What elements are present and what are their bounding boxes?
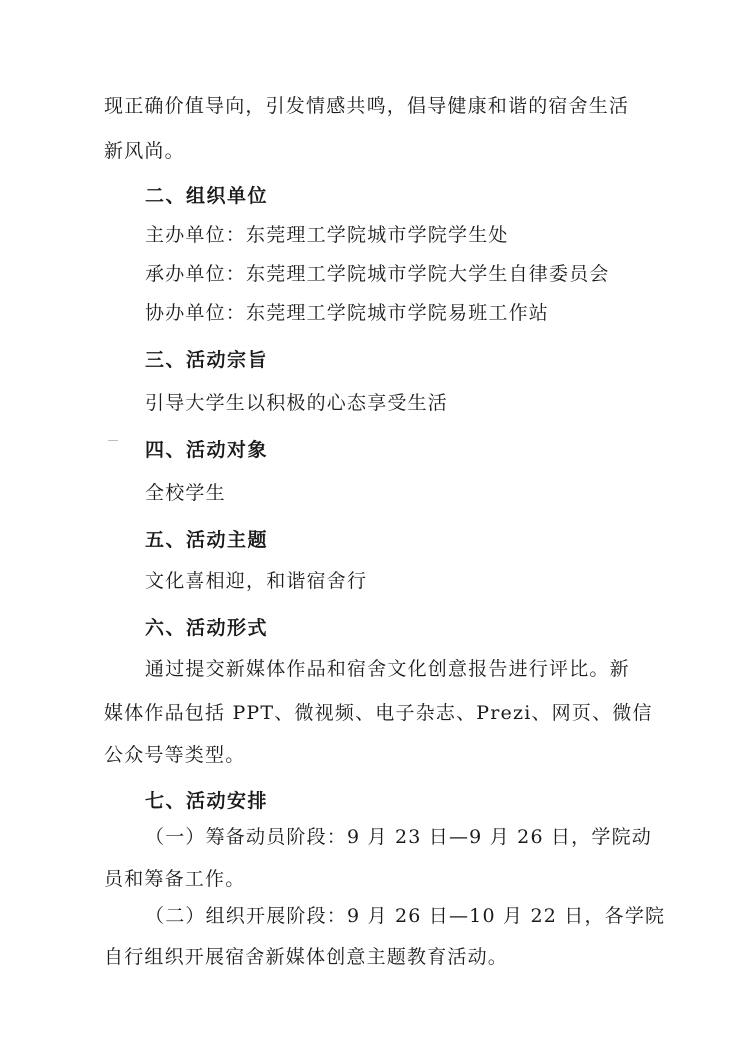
format-line-3: 公众号等类型。 (104, 744, 246, 766)
purpose-text: 引导大学生以积极的心态享受生活 (145, 392, 449, 414)
theme-text: 文化喜相迎，和谐宿舍行 (145, 570, 368, 592)
section-7-heading: 七、活动安排 (145, 790, 269, 812)
section-2-heading: 二、组织单位 (145, 185, 269, 207)
format-line-1: 通过提交新媒体作品和宿舍文化创意报告进行评比。新 (145, 658, 630, 680)
schedule-2-line-1: （二）组织开展阶段：9 月 26 日—10 月 22 日，各学院 (145, 905, 666, 927)
section-5-heading: 五、活动主题 (145, 529, 269, 551)
intro-line-2: 新风尚。 (104, 140, 185, 162)
participants-text: 全校学生 (145, 482, 226, 504)
schedule-1-line-1: （一）筹备动员阶段：9 月 23 日—9 月 26 日，学院动 (145, 826, 652, 848)
host-unit: 主办单位：东莞理工学院城市学院学生处 (145, 224, 509, 246)
format-line-2: 媒体作品包括 PPT、微视频、电子杂志、Prezi、网页、微信 (104, 702, 653, 724)
section-4-heading: 四、活动对象 (145, 439, 269, 461)
section-3-heading: 三、活动宗旨 (145, 349, 269, 371)
scan-mark (108, 440, 118, 441)
section-6-heading: 六、活动形式 (145, 617, 269, 639)
organizer-unit: 承办单位：东莞理工学院城市学院大学生自律委员会 (145, 263, 610, 285)
intro-line-1: 现正确价值导向，引发情感共鸣，倡导健康和谐的宿舍生活 (104, 95, 630, 117)
co-organizer-unit: 协办单位：东莞理工学院城市学院易班工作站 (145, 302, 550, 324)
schedule-2-line-2: 自行组织开展宿舍新媒体创意主题教育活动。 (104, 946, 509, 968)
schedule-1-line-2: 员和筹备工作。 (104, 868, 246, 890)
